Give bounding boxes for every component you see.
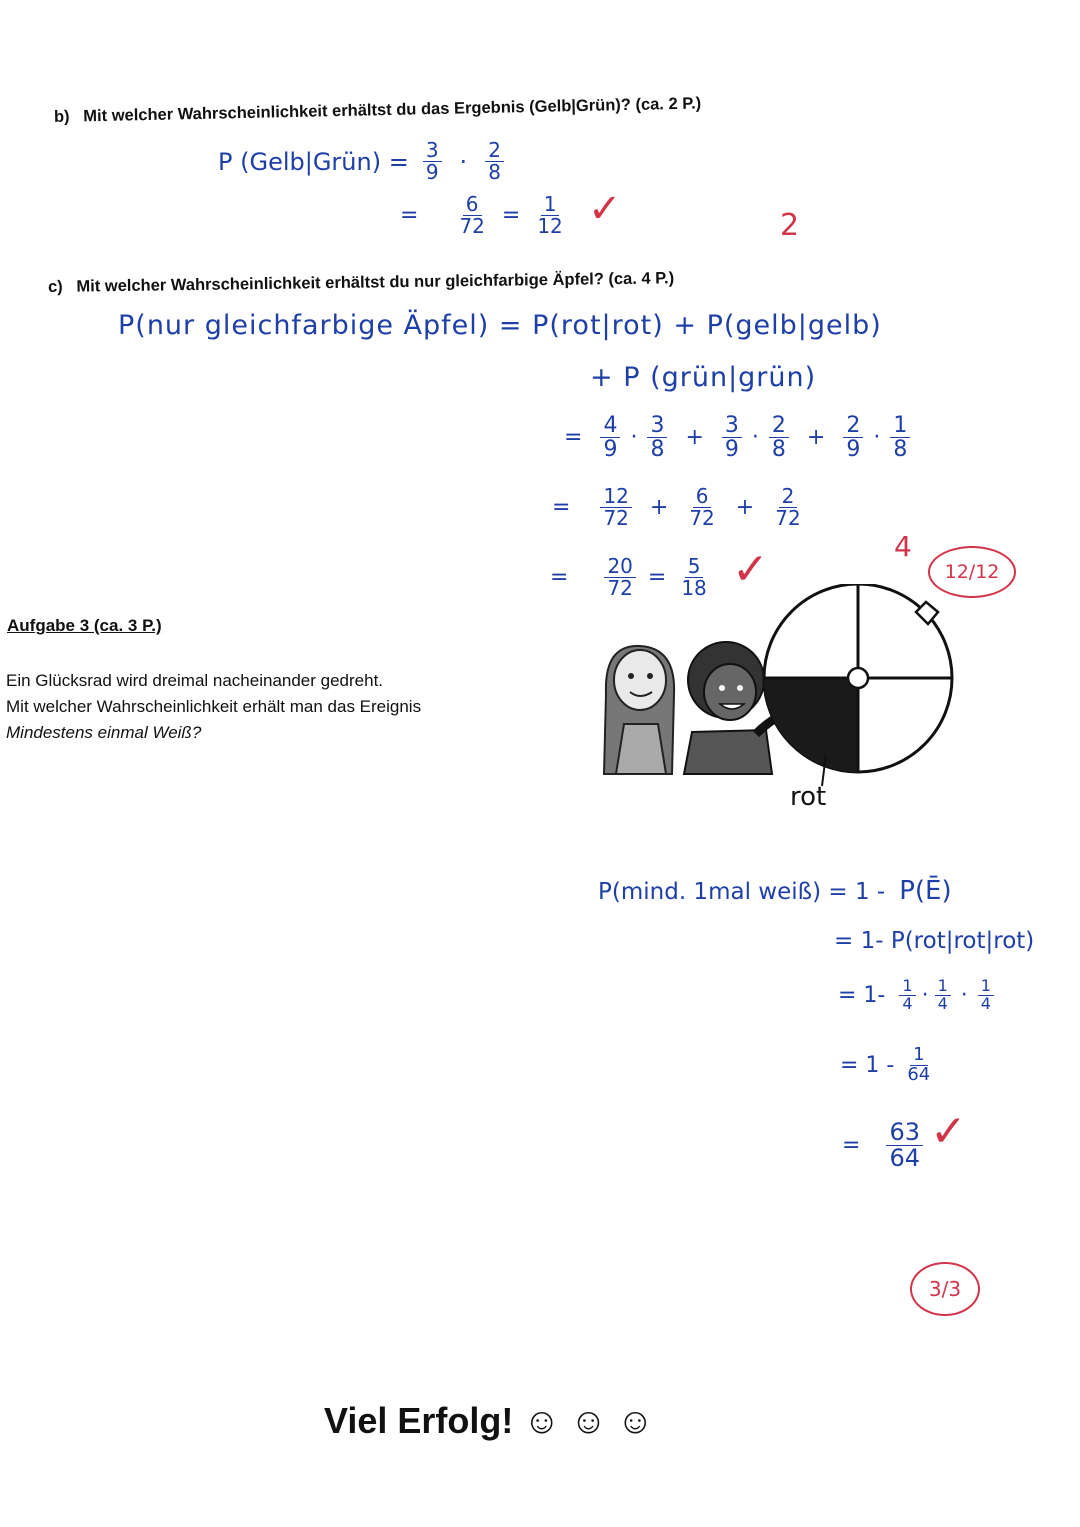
frac-num: 1 — [935, 978, 951, 996]
wheel-label-rot: rot — [790, 782, 827, 812]
t3-line3-prefix: = 1- — [838, 982, 886, 1008]
question-c-label: c) — [47, 277, 63, 296]
task3-line1: Ein Glücksrad wird dreimal nacheinander gedreht. — [6, 671, 384, 690]
girl-figure — [604, 646, 674, 774]
c-check-mark-icon: ✓ — [732, 544, 769, 595]
question-c-text: Mit welcher Wahrscheinlichkeit erhältst du nur gleichfarbige Äpfel? (ca. 4 P.) — [76, 269, 675, 296]
frac-num: 5 — [685, 556, 704, 578]
b-check-mark-icon: ✓ — [588, 186, 622, 232]
times-dot: · — [630, 425, 638, 451]
frac-den: 12 — [537, 214, 563, 238]
c-line1: P(nur gleichfarbige Äpfel) = P(rot|rot) + P(gelb|gelb) — [118, 310, 882, 341]
t3-frac-1-4 — [899, 978, 915, 1013]
b-frac-3-9 — [423, 140, 442, 183]
t3-frac-1-4 — [935, 978, 951, 1013]
frac-den: 72 — [689, 506, 715, 530]
b-frac-6-72 — [456, 194, 487, 237]
frac-den: 8 — [771, 437, 786, 463]
b-line1 — [218, 140, 508, 183]
b-line1-lhs: P (Gelb|Grün) = — [218, 147, 409, 176]
t3-line5-prefix: = — [842, 1133, 861, 1159]
frac-den: 9 — [425, 160, 439, 184]
frac-num: 1 — [978, 978, 994, 996]
times-dot: · — [459, 147, 468, 176]
b-frac-2-8 — [485, 140, 504, 183]
frac-num: 6 — [693, 486, 712, 508]
c-frac-2-9 — [843, 414, 863, 461]
frac-den: 8 — [488, 160, 501, 184]
question-c — [48, 269, 674, 297]
plus-sign: + — [806, 425, 826, 451]
c-line2: + P (grün|grün) — [590, 362, 817, 393]
frac-num: 12 — [600, 486, 631, 508]
t3-line4-prefix: = 1 - — [840, 1052, 895, 1078]
task3-line3: Mindestens einmal Weiß? — [6, 723, 202, 742]
c-frac-2-8 — [769, 414, 789, 461]
frac-num: 2 — [843, 414, 863, 438]
c-line4 — [552, 486, 808, 529]
times-dot: · — [751, 425, 759, 451]
c-frac-2-72 — [772, 486, 803, 529]
frac-num: 20 — [604, 556, 635, 578]
times-dot: · — [873, 425, 881, 451]
t3-line2: = 1- P(rot|rot|rot) — [834, 928, 1035, 954]
frac-den: 72 — [607, 576, 633, 600]
footer-message: Viel Erfolg! ☺ ☺ ☺ — [324, 1400, 654, 1441]
c-frac-3-8 — [647, 414, 667, 461]
frac-num: 2 — [485, 140, 504, 162]
c-frac-12-72 — [600, 486, 631, 529]
c-frac-3-9 — [722, 414, 742, 461]
frac-num: 3 — [722, 414, 742, 438]
t3-line1-rhs: P(Ē) — [899, 876, 952, 906]
frac-num: 1 — [899, 978, 915, 996]
frac-den: 4 — [980, 993, 991, 1013]
frac-den: 64 — [889, 1144, 920, 1173]
c-line3 — [564, 414, 914, 461]
task3-heading: Aufgabe 3 (ca. 3 P.) — [7, 616, 162, 635]
t3-frac-1-64 — [904, 1046, 933, 1085]
frac-den: 72 — [775, 506, 801, 530]
t3-line1 — [598, 876, 952, 906]
frac-den: 18 — [681, 576, 707, 600]
frac-den: 9 — [724, 437, 739, 463]
task3-line2: Mit welcher Wahrscheinlichkeit erhält man das Ereignis — [6, 697, 422, 716]
b-line2 — [400, 194, 570, 237]
frac-den: 4 — [902, 993, 913, 1013]
fortune-wheel — [764, 584, 952, 772]
c-total-score: 12/12 — [928, 546, 1016, 598]
frac-num: 63 — [886, 1120, 923, 1146]
wheel-hub — [848, 668, 868, 688]
plus-sign: + — [649, 495, 669, 520]
t3-line1-lhs: P(mind. 1mal weiß) = 1 - — [598, 879, 886, 905]
frac-num: 1 — [890, 414, 910, 438]
frac-num: 4 — [600, 414, 620, 438]
t3-line5 — [842, 1120, 927, 1171]
equals-sign: = — [647, 565, 667, 590]
frac-den: 9 — [603, 437, 618, 463]
frac-den: 72 — [459, 214, 485, 238]
times-dot: · — [921, 982, 929, 1008]
frac-den: 9 — [846, 437, 861, 463]
question-b-text: Mit welcher Wahrscheinlichkeit erhältst du das Ergebnis (Gelb|Grün)? (ca. 2 P.) — [83, 94, 702, 126]
b-frac-1-12 — [534, 194, 565, 237]
t3-frac-1-4 — [978, 978, 994, 1013]
frac-num: 6 — [463, 194, 482, 216]
frac-num: 2 — [779, 486, 798, 508]
frac-den: 8 — [893, 437, 908, 463]
plus-sign: + — [735, 495, 755, 520]
frac-num: 3 — [647, 414, 667, 438]
frac-num: 2 — [769, 414, 789, 438]
frac-num: 1 — [910, 1046, 927, 1066]
t3-line3 — [838, 978, 998, 1013]
wheel-sector-black — [764, 678, 858, 772]
t3-check-mark-icon: ✓ — [930, 1106, 967, 1157]
equals-sign: = — [564, 425, 583, 451]
equals-sign: = — [501, 203, 521, 228]
question-b-label: b) — [53, 107, 70, 126]
plus-sign: + — [685, 425, 704, 451]
t3-total-score: 3/3 — [910, 1262, 980, 1316]
c-frac-1-8 — [890, 414, 910, 461]
b-line2-eq: = — [400, 203, 419, 228]
frac-num: 3 — [423, 140, 442, 162]
equals-sign: = — [550, 565, 569, 590]
question-b — [54, 94, 702, 127]
c-score: 4 — [894, 530, 912, 563]
frac-den: 4 — [937, 993, 948, 1013]
b-score: 2 — [780, 208, 800, 243]
equals-sign: = — [552, 495, 571, 520]
c-frac-6-72 — [686, 486, 717, 529]
c-frac-4-9 — [600, 414, 620, 461]
frac-den: 8 — [650, 437, 665, 463]
t3-line4 — [840, 1046, 937, 1085]
wheel-illustration — [596, 584, 960, 784]
frac-den: 72 — [603, 506, 629, 530]
frac-num: 1 — [541, 194, 560, 216]
times-dot: · — [960, 982, 968, 1008]
task3-text — [6, 668, 566, 746]
frac-den: 64 — [907, 1063, 931, 1085]
t3-frac-63-64 — [886, 1120, 923, 1171]
